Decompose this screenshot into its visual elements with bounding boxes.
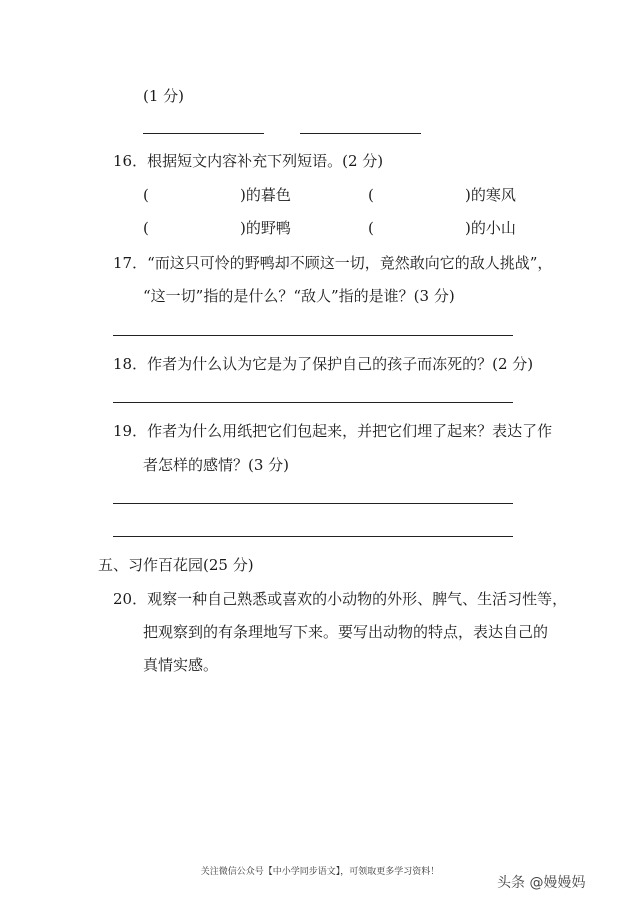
q15-score: (1 分) [143,87,185,105]
watermark: 头条 @嫚嫚妈 [497,875,586,891]
blank-open: ( [143,219,149,237]
answer-line [113,402,513,403]
answer-line [113,536,513,537]
blank-open: ( [368,186,374,204]
answer-line [300,133,421,134]
phrase-3: )的野鸭 [240,219,291,237]
question-17-line-1: 17．“而这只可怜的野鸭却不顾这一切，竟然敢向它的敌人挑战”， [113,254,553,272]
question-20-line-3: 真情实感。 [143,656,219,674]
question-16: 16．根据短文内容补充下列短语。(2 分) [113,152,384,170]
answer-line [113,335,513,336]
blank-open: ( [368,219,374,237]
answer-line [113,503,513,504]
section-5-title: 五、习作百花园(25 分) [98,556,254,574]
phrase-1: )的暮色 [240,186,291,204]
question-20-line-1: 20．观察一种自己熟悉或喜欢的小动物的外形、脾气、生活习性等， [113,590,568,608]
phrase-4: )的小山 [465,219,516,237]
question-19-line-2: 者怎样的感情？(3 分) [143,456,290,474]
answer-line [143,133,264,134]
question-18: 18．作者为什么认为它是为了保护自己的孩子而冻死的？(2 分) [113,355,534,373]
blank-open: ( [143,186,149,204]
question-20-line-2: 把观察到的有条理地写下来。要写出动物的特点，表达自己的 [143,623,549,641]
phrase-2: )的寒风 [465,186,516,204]
question-17-line-2: “这一切”指的是什么？“敌人”指的是谁？(3 分) [143,287,455,305]
page-footer: 关注微信公众号【中小学同步语文】，可领取更多学习资料！ [200,867,440,877]
question-19-line-1: 19．作者为什么用纸把它们包起来，并把它们埋了起来？表达了作 [113,422,553,440]
